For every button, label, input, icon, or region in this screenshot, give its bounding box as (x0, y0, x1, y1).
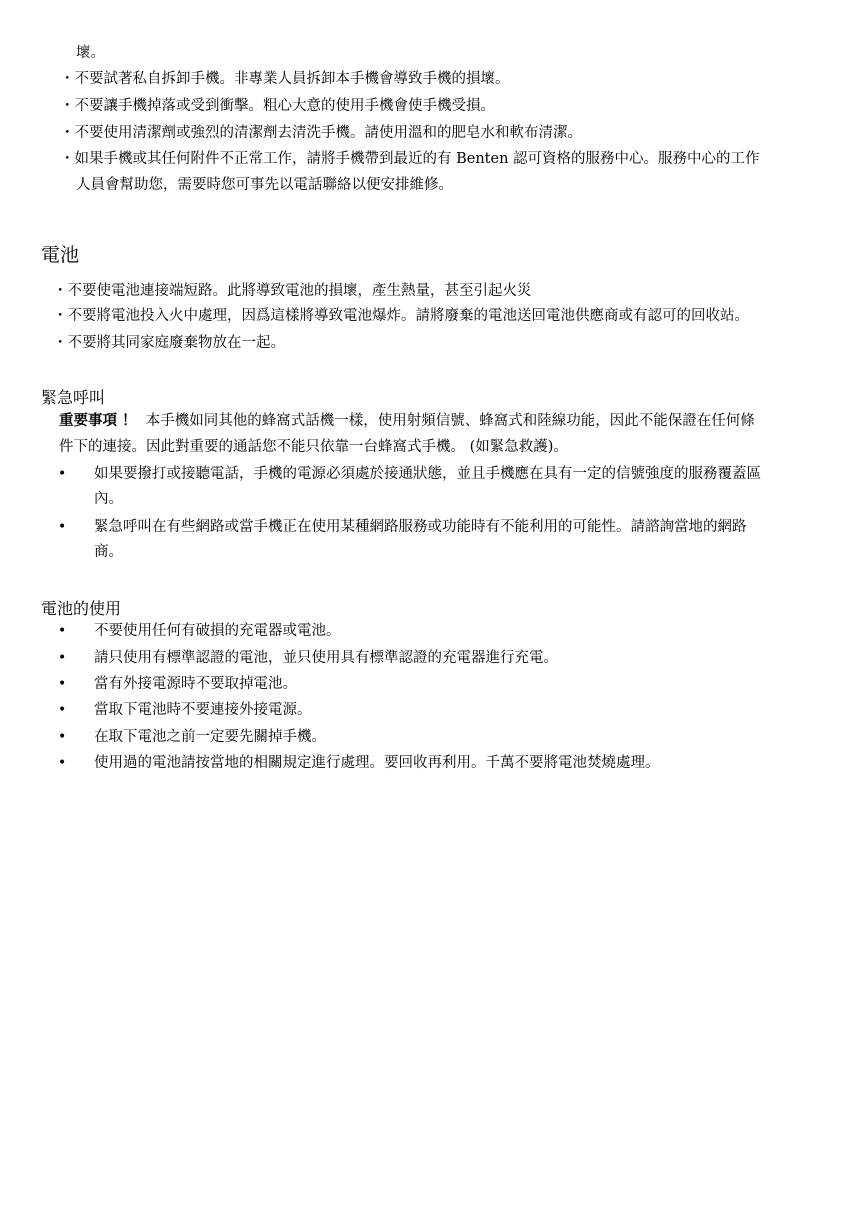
section-title-battery-use: 電池的使用 (41, 599, 122, 618)
important-text: 本手機如同其他的蜂窩式話機一樣，使用射頻信號、蜂窩式和陸線功能，因此不能保證在任何條 (145, 413, 755, 429)
care-item-text: 如果手機或其任何附件不正常工作，請將手機帶到最近的有 Benten 認可資格的服務中心。服務中心的工作 (74, 151, 760, 167)
bullet: ・ (60, 98, 75, 114)
care-item-text: 不要讓手機掉落或受到衝擊。粗心大意的使用手機會使手機受損。 (74, 98, 495, 114)
list-item (60, 123, 582, 143)
bullet: ・ (53, 335, 68, 351)
list-item (60, 96, 495, 116)
section-title-battery: 電池 (41, 244, 80, 266)
emergency-item-text-continued: 內。 (94, 491, 123, 507)
care-item-text: 不要試著私自拆卸手機。非專業人員拆卸本手機會導致手機的損壞。 (74, 71, 510, 87)
bullet: • (58, 519, 67, 535)
care-item-text: 不要使用清潔劑或強烈的清潔劑去清洗手機。請使用溫和的肥皂水和軟布清潔。 (74, 125, 582, 141)
bullet: ・ (60, 71, 75, 87)
emergency-item-text: 緊急呼叫在有些網路或當手機正在使用某種網路服務或功能時有不能利用的可能性。請諮詢當地的網路 (94, 519, 747, 535)
list-item (53, 306, 749, 326)
bullet: • (58, 729, 67, 745)
battery-use-item-text: 在取下電池之前一定要先關掉手機。 (94, 729, 326, 745)
section-title-emergency: 緊急呼叫 (41, 388, 106, 407)
care-continuation: 壞。 (76, 45, 105, 61)
battery-use-item-text: 不要使用任何有破損的充電器或電池。 (94, 623, 341, 639)
battery-use-item-text: 請只使用有標準認證的電池，並只使用具有標準認證的充電器進行充電。 (94, 650, 558, 666)
bullet: • (58, 755, 67, 771)
battery-use-item-text: 當取下電池時不要連接外接電源。 (94, 702, 312, 718)
battery-use-item-text: 使用過的電池請按當地的相關規定進行處理。要回收再利用。千萬不要將電池焚燒處理。 (94, 755, 660, 771)
bullet: ・ (60, 125, 75, 141)
list-item (53, 333, 285, 353)
bullet: ・ (53, 308, 68, 324)
bullet: • (58, 702, 67, 718)
bullet: • (58, 676, 67, 692)
emergency-item-text: 如果要撥打或接聽電話，手機的電源必須處於接通狀態，並且手機應在具有一定的信號強度的服務覆蓋區 (94, 466, 761, 482)
important-text-continued: 件下的連接。因此對重要的通話您不能只依靠一台蜂窩式手機。 (如緊急救護)。 (59, 439, 568, 455)
bullet: ・ (60, 151, 75, 167)
battery-item-text: 不要使電池連接端短路。此將導致電池的損壞，產生熱量，甚至引起火災 (67, 283, 532, 299)
important-notice (59, 411, 755, 431)
care-item-text-continued: 人員會幫助您，需要時您可事先以電話聯絡以便安排維修。 (76, 177, 453, 193)
bullet: • (58, 466, 67, 482)
important-label: 重要事項 ！ (59, 412, 137, 429)
list-item (53, 281, 532, 301)
battery-use-item-text: 當有外接電源時不要取掉電池。 (94, 676, 297, 692)
battery-item-text: 不要將其同家庭廢棄物放在一起。 (67, 335, 285, 351)
emergency-item-text-continued: 商。 (94, 544, 123, 560)
bullet: • (58, 650, 67, 666)
bullet: • (58, 623, 67, 639)
list-item (60, 69, 510, 89)
bullet: ・ (53, 283, 68, 299)
list-item (60, 149, 760, 169)
battery-item-text: 不要將電池投入火中處理，因爲這樣將導致電池爆炸。請將廢棄的電池送回電池供應商或有認可的回收站。 (67, 308, 749, 324)
